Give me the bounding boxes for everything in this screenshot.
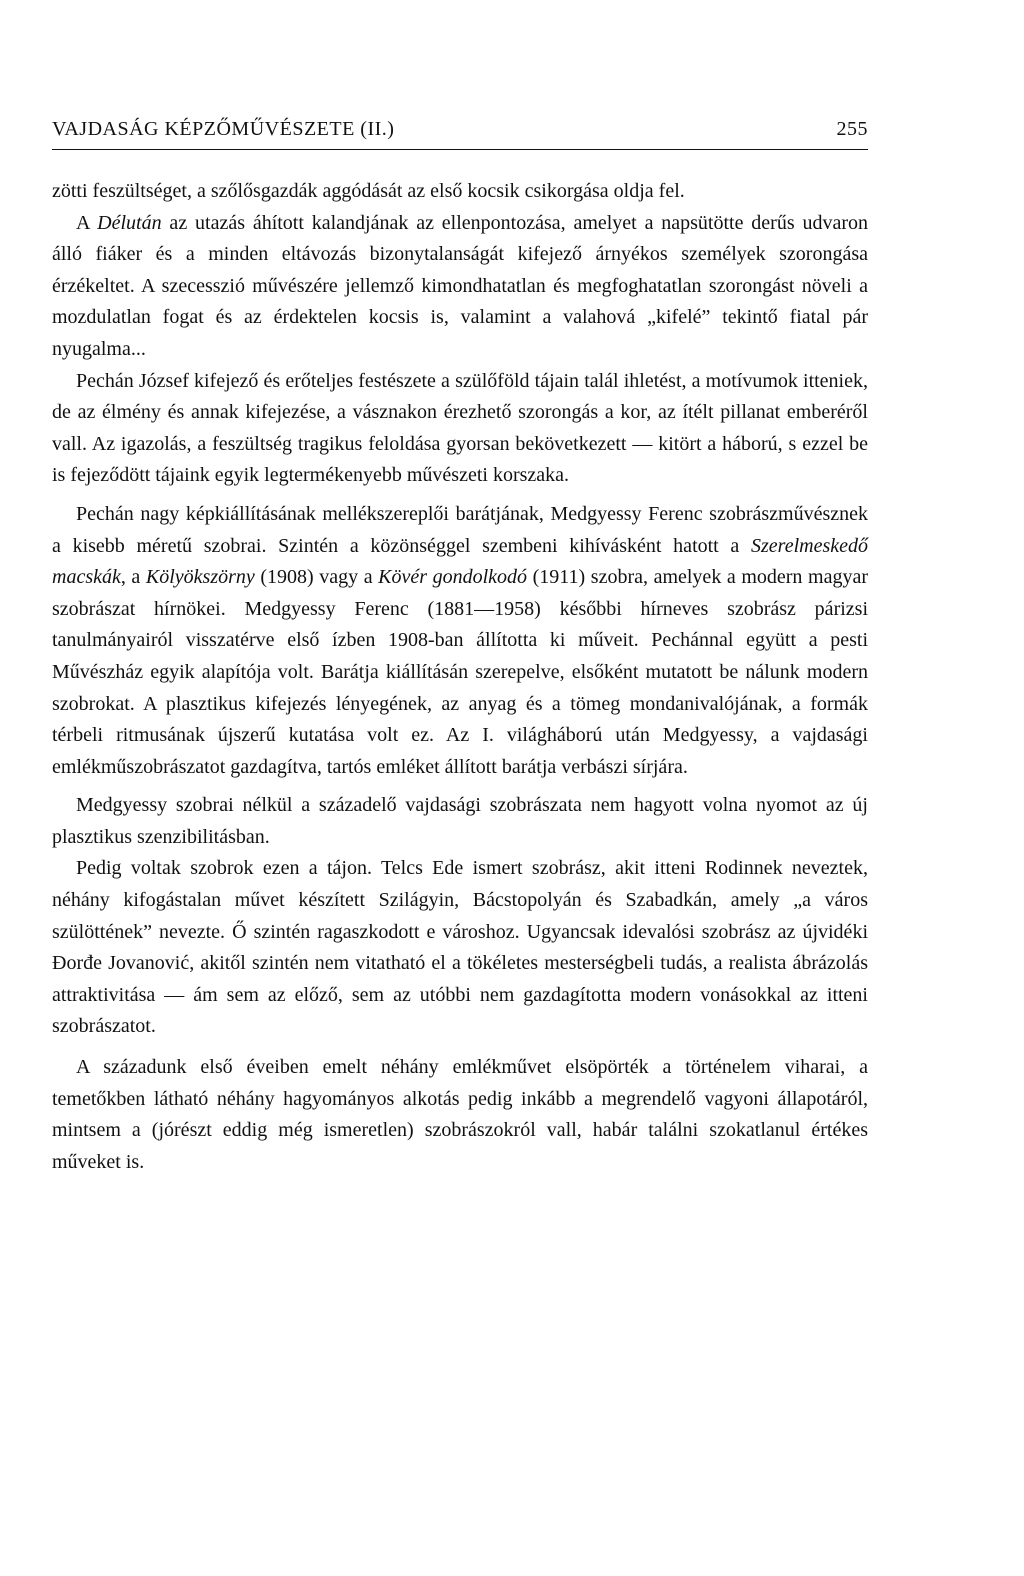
book-page [52, 118, 868, 1178]
page-number: 255 [836, 118, 868, 140]
text-run: , a [120, 566, 146, 589]
text-run: Pechán József kifejező és erőteljes festészete a szülőföld tájain talál ihletést, a motívumok itteniek, de az élmény és annak kifejezése, a vásznakon érezhető szorongás a kor, az ítélt pillanat emberéről vall. Az igazolás, a feszültség tragikus feloldása gyorsan bekövetkezett — kitört a háború, s ezzel be is fejeződött tájaink egyik legtermékenyebb művészeti korszaka. [52, 369, 868, 487]
text-run: A századunk első éveiben emelt néhány emlékművet elsöpörték a történelem viharai, a temetőkben látható néhány hagyományos alkotás pedig inkább a megrendelő vagyoni állapotáról, mintsem a (jórészt eddig még ismeretlen) szobrászokról vall, habár találni szokatlanul értékes műveket is. [52, 1056, 868, 1173]
paragraph [52, 499, 868, 783]
text-run: Medgyessy szobrai nélkül a századelő vajdasági szobrászata nem hagyott volna nyomot az új plasztikus szenzibilitásban. [52, 794, 868, 848]
artwork-title: Szerelmeskedő macskák [52, 534, 868, 589]
artwork-title: Kölyökszörny [145, 566, 255, 589]
paragraph [52, 176, 868, 208]
running-title: VAJDASÁG KÉPZŐMŰVÉSZETE (II.) [52, 118, 395, 140]
text-run: zötti feszültséget, a szőlősgazdák aggódását az első kocsik csikorgása oldja fel. [52, 180, 685, 202]
running-head [52, 118, 868, 150]
artwork-title: Délután [97, 211, 162, 234]
paragraph [52, 790, 868, 853]
text-run: Pechán nagy képkiállításának mellékszereplői barátjának, Medgyessy Ferenc szobrászművésznek a kisebb méretű szobrai. Szintén a közönséggel szembeni kihívásként hatott a [52, 502, 868, 557]
text-run: A [76, 211, 98, 234]
text-run: (1911) szobra, amelyek a modern magyar szobrászat hírnökei. Medgyessy Ferenc (1881—1958) későbbi hírneves szobrász párizsi tanulmányairól visszatérve első ízben 1908-ban állította ki műveit. Pechánnal együtt a pesti Művészház egyik alapítója volt. Barátja kiállításán szerepelve, elsőként mutatott be nálunk modern szobrokat. A plasztikus kifejezés lényegének, az anyag és a tömeg mondanivalójának, a formák térbeli ritmusának újszerű kutatása volt ez. Az I. világháború után Medgyessy, a vajdasági emlékműszobrászatot gazdagítva, tartós emléket állított barátja verbászi sírjára. [52, 566, 868, 778]
text-run: (1908) vagy a [254, 566, 379, 589]
paragraph [52, 1052, 868, 1178]
artwork-title: Kövér gondolkodó [378, 566, 528, 589]
paragraph [52, 853, 868, 1043]
paragraph [52, 208, 868, 366]
text-run: Pedig voltak szobrok ezen a tájon. Telcs Ede ismert szobrász, akit itteni Rodinnek neveztek, néhány kifogástalan művet készített Szilágyin, Bácstopolyán és Szabadkán, amely „a város szülöttének” nevezte. Ő szintén ragaszkodott e városhoz. Ugyancsak idevalósi szobrász az újvidéki Đorđe Jovanović, akitől szintén nem vitatható el a tökéletes mesterségbeli tudás, a realista ábrázolás attraktivitása — ám sem az előző, sem az utóbbi nem gazdagította modern vonásokkal az itteni szobrászatot. [52, 857, 868, 1038]
paragraph [52, 366, 868, 492]
body-text [52, 176, 868, 1178]
text-run: az utazás áhított kalandjának az ellenpontozása, amelyet a napsütötte derűs udvaron álló fiáker és a minden eltávozás bizonytalanságát kifejező árnyékos személyek szorongása érzékeltet. A szecesszió művészére jellemző kimondhatatlan és megfoghatatlan szorongást növeli a mozdulatlan fogat és az érdektelen kocsis is, valamint a valahová „kifelé” tekintő fiatal pár nyugalma... [52, 211, 868, 360]
